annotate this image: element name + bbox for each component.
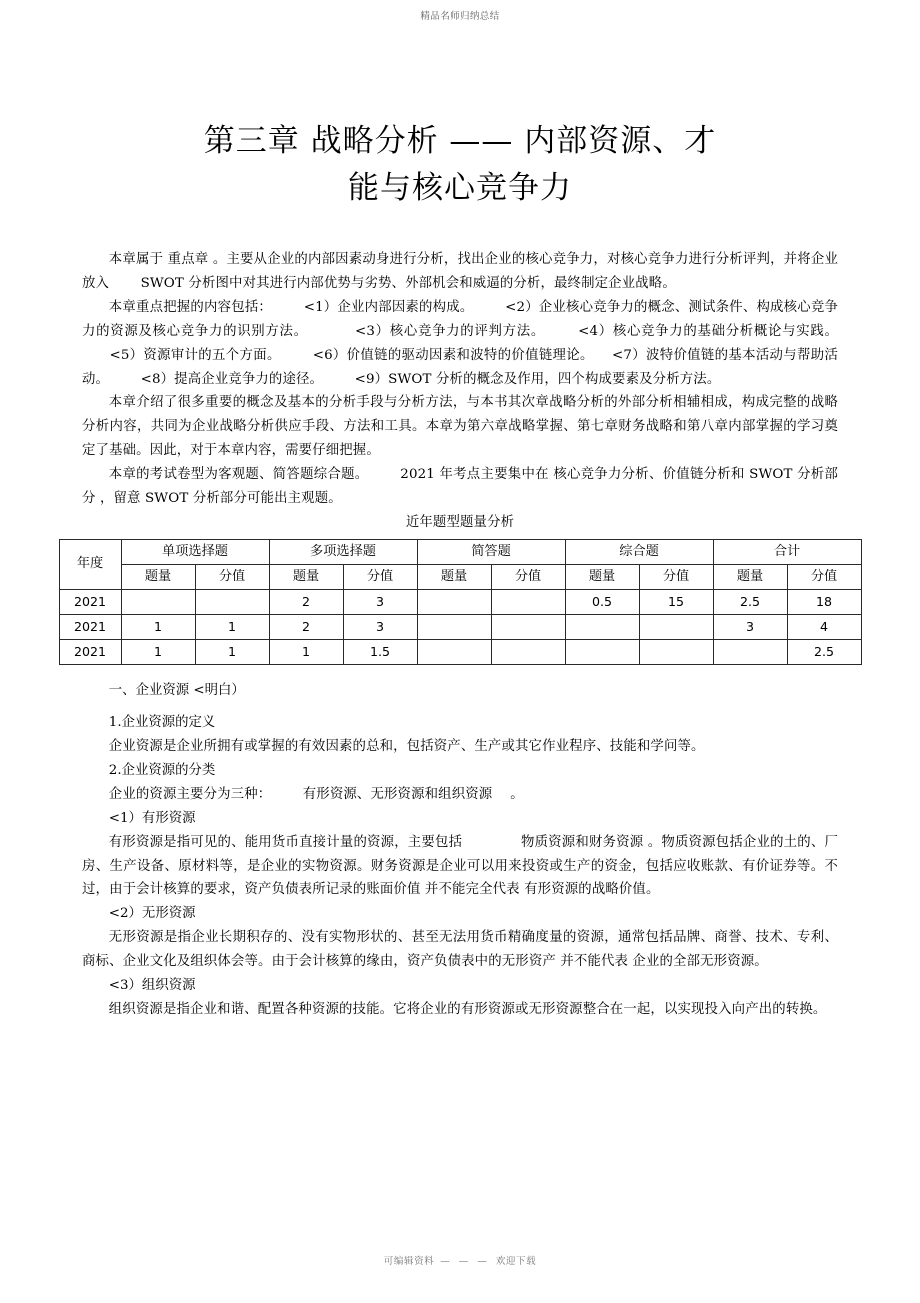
table-row xyxy=(59,639,861,664)
footer-dashes: — — — xyxy=(440,1256,490,1267)
table-cell: 1 xyxy=(121,614,195,639)
table-header-group-4: 合计 xyxy=(713,539,861,564)
table-cell xyxy=(639,639,713,664)
item-body-tangible-resources: 有形资源是指可见的、能用货币直接计量的资源，主要包括 物质资源和财务资源 。物质资源包括企业的土的、厂房、生产设备、原材料等，是企业的实物资源。财务资源是企业可以用来投资或生产的资金，包括应收账款、有价证券等。不过，由于会计核算的要求，资产负债表所记录的账面价值 并不能完全代表 有形资源的战略价值。 xyxy=(82,834,838,898)
table-cell: 18 xyxy=(787,589,861,614)
table-cell: 1 xyxy=(121,639,195,664)
table-header-row-groups xyxy=(59,539,861,564)
section-heading-enterprise-resources: 一、企业资源 <明白） xyxy=(108,682,245,698)
table-cell: 3 xyxy=(343,589,417,614)
table-subheader-6: 题量 xyxy=(565,564,639,589)
page-header-watermark: 精品名师归纳总结 xyxy=(420,11,500,22)
table-cell xyxy=(713,639,787,664)
table-subheader-0: 题量 xyxy=(121,564,195,589)
footer-left-text: 可编辑资料 xyxy=(383,1256,435,1267)
table-cell: 1.5 xyxy=(343,639,417,664)
table-header-group-2: 简答题 xyxy=(417,539,565,564)
table-header-group-3: 综合题 xyxy=(565,539,713,564)
table-cell xyxy=(417,589,491,614)
item-body-intangible-resources: 无形资源是指企业长期积存的、没有实物形状的、甚至无法用货币精确度量的资源，通常包括品牌、商誉、技术、专利、商标、企业文化及组织体会等。由于会计核算的缘由，资产负债表中的无形资产 并不能代表 企业的全部无形资源。 xyxy=(82,930,838,969)
table-cell: 0.5 xyxy=(565,589,639,614)
item-heading-organizational-resources: <3）组织资源 xyxy=(108,977,196,993)
paragraph-overview: 本章属于 重点章 。主要从企业的内部因素动身进行分析，找出企业的核心竞争力，对核心竞争力进行分析评判，并将企业放入 SWOT 分析图中对其进行内部优势与劣势、外部机会和威逼的分析，最终制定企业战略。 xyxy=(82,252,838,292)
table-subheader-5: 分值 xyxy=(491,564,565,589)
table-header-row-sub xyxy=(59,564,861,589)
table-cell xyxy=(195,589,269,614)
page-title xyxy=(80,0,840,212)
table-cell: 2.5 xyxy=(787,639,861,664)
table-cell-year: 2021 xyxy=(59,589,121,614)
table-cell xyxy=(491,589,565,614)
table-cell xyxy=(565,639,639,664)
table-cell xyxy=(417,639,491,664)
footer-right-text: 欢迎下载 xyxy=(495,1256,537,1267)
table-cell: 2.5 xyxy=(713,589,787,614)
paragraph-exam-focus: 本章的考试卷型为客观题、简答题综合题。 2021 年考点主要集中在 核心竞争力分析、价值链分析和 SWOT 分析部分 ，留意 SWOT 分析部分可能出主观题。 xyxy=(82,466,838,506)
table-subheader-7: 分值 xyxy=(639,564,713,589)
table-subheader-3: 分值 xyxy=(343,564,417,589)
table-cell: 1 xyxy=(269,639,343,664)
table-subheader-9: 分值 xyxy=(787,564,861,589)
table-cell: 15 xyxy=(639,589,713,614)
subsection-body-definition: 企业资源是企业所拥有或掌握的有效因素的总和，包括资产、生产或其它作业程序、技能和学问等。 xyxy=(108,739,705,755)
table-cell xyxy=(639,614,713,639)
table-cell: 3 xyxy=(343,614,417,639)
document-body xyxy=(73,248,840,1021)
paragraph-chapter-role: 本章介绍了很多重要的概念及基本的分析手段与分析方法，与本书其次章战略分析的外部分析相辅相成，构成完整的战略分析内容，共同为企业战略分析供应手段、方法和工具。本章为第六章战略掌握、第七章财务战略和第八章内部掌握的学习奠定了基础。因此，对于本章内容，需要仔细把握。 xyxy=(82,395,838,459)
subsection-body-classification: 企业的资源主要分为三种： 有形资源、无形资源和组织资源 。 xyxy=(108,786,524,802)
paragraph-key-points: 本章重点把握的内容包括： <1）企业内部因素的构成。 <2）企业核心竞争力的概念、测试条件、构成核心竞争力的资源及核心竞争力的识别方法。 <3）核心竞争力的评判方法。 <4）核心竞争力的基础分析概论与实践。 <5）资源审计的五个方面。 <6）价值链的驱动因素和波特的价值链理论。 <7）波特价值链的基本活动与帮助活动。 <8）提高企业竞争力的途径。 <9）SWOT 分析的概念及作用，四个构成要素及分析方法。 xyxy=(82,299,838,387)
page-title-line1: 第三章 战略分析 —— 内部资源、才 xyxy=(203,123,717,159)
table-cell xyxy=(491,614,565,639)
table-caption: 近年题型题量分析 xyxy=(405,514,515,530)
table-subheader-1: 分值 xyxy=(195,564,269,589)
table-cell: 3 xyxy=(713,614,787,639)
table-row xyxy=(59,614,861,639)
table-row xyxy=(59,589,861,614)
table-cell: 2 xyxy=(269,589,343,614)
table-cell: 1 xyxy=(195,614,269,639)
table-subheader-4: 题量 xyxy=(417,564,491,589)
question-analysis-table-wrap xyxy=(73,539,838,665)
table-cell: 4 xyxy=(787,614,861,639)
table-subheader-2: 题量 xyxy=(269,564,343,589)
table-cell xyxy=(491,639,565,664)
table-cell: 1 xyxy=(195,639,269,664)
page-title-line2: 能与核心竞争力 xyxy=(348,170,572,207)
item-heading-intangible-resources: <2）无形资源 xyxy=(108,906,196,922)
table-cell xyxy=(565,614,639,639)
table-header-group-0: 单项选择题 xyxy=(121,539,269,564)
page-footer xyxy=(0,1253,920,1267)
table-cell-year: 2021 xyxy=(59,614,121,639)
table-subheader-8: 题量 xyxy=(713,564,787,589)
item-heading-tangible-resources: <1）有形资源 xyxy=(108,810,196,826)
table-header-group-1: 多项选择题 xyxy=(269,539,417,564)
question-analysis-table xyxy=(59,539,862,665)
table-cell-year: 2021 xyxy=(59,639,121,664)
item-body-organizational-resources: 组织资源是指企业和谐、配置各种资源的技能。它将企业的有形资源或无形资源整合在一起，以实现投入向产出的转换。 xyxy=(108,1001,827,1017)
table-header-year: 年度 xyxy=(59,539,121,589)
table-cell: 2 xyxy=(269,614,343,639)
subsection-heading-classification: 2.企业资源的分类 xyxy=(108,763,216,779)
table-cell xyxy=(417,614,491,639)
table-cell xyxy=(121,589,195,614)
subsection-heading-definition: 1.企业资源的定义 xyxy=(108,715,216,731)
